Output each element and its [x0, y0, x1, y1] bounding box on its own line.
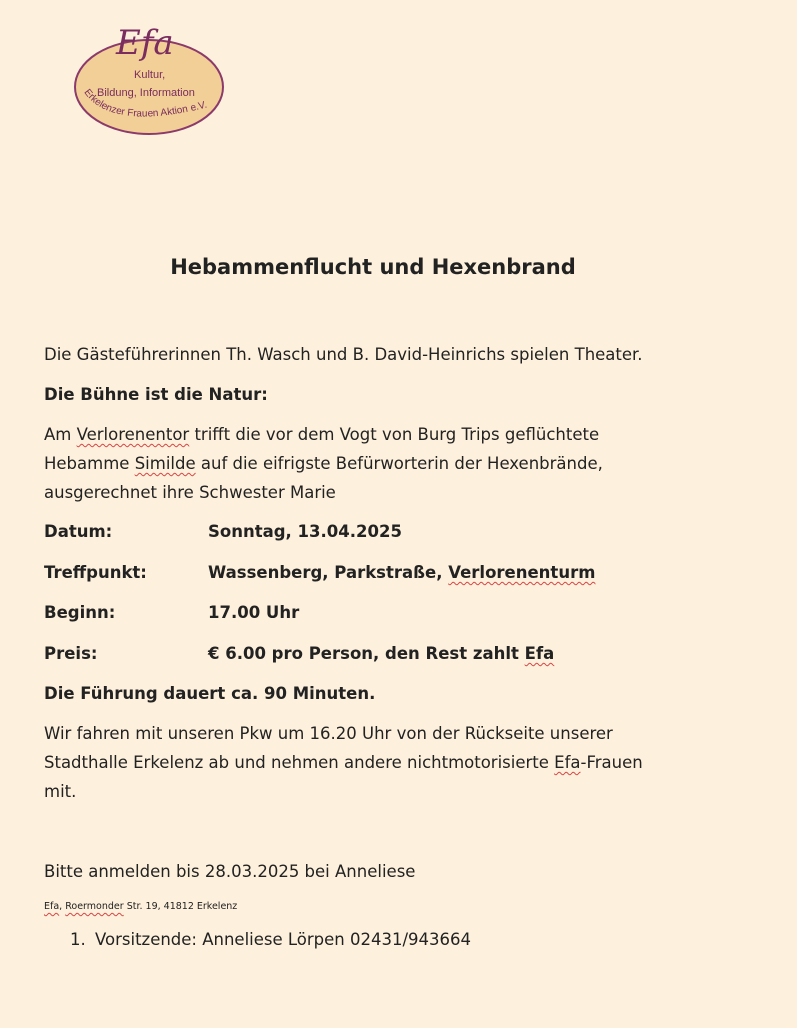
travel-efa: Efa: [554, 753, 581, 772]
document-title: Hebammenflucht und Hexenbrand: [170, 255, 576, 279]
intro-text: Die Gästeführerinnen Th. Wasch und B. David-Heinrichs spielen Theater.: [44, 345, 643, 364]
logo-line1: Kultur,: [134, 69, 166, 81]
meeting-point-label: Treffpunkt:: [44, 563, 147, 582]
travel-line-3: mit.: [44, 782, 77, 801]
story-text: Am: [44, 425, 77, 444]
date-label: Datum:: [44, 522, 113, 541]
start-value: 17.00 Uhr: [208, 603, 300, 622]
story-place: Verlorenentor: [76, 425, 190, 444]
story-text: Hebamme: [44, 454, 135, 473]
story-name: Similde: [134, 454, 196, 473]
efa-logo: [72, 12, 227, 137]
story-line-3: ausgerechnet ihre Schwester Marie: [44, 483, 336, 502]
logo-curved-text: Erkelenzer Frauen Aktion e.V.: [81, 87, 209, 120]
travel-line-1: Wir fahren mit unseren Pkw um 16.20 Uhr von der Rückseite unserer: [44, 724, 613, 743]
list-number: 1.: [70, 930, 86, 949]
registration-text: Bitte anmelden bis 28.03.2025 bei Anneliese: [44, 862, 416, 881]
story-text: auf die eifrigste Befürworterin der Hexenbrände,: [195, 454, 603, 473]
contact-list-item: [70, 930, 471, 949]
contact-text: Vorsitzende: Anneliese Lörpen 02431/943664: [95, 930, 472, 949]
logo-line2: Bildung, Information: [97, 87, 195, 99]
travel-text: Stadthalle Erkelenz ab und nehmen andere nichtmotorisierte: [44, 753, 555, 772]
address-street: Roermonder: [65, 901, 124, 912]
travel-text: -Frauen: [580, 753, 643, 772]
address-line: [44, 901, 237, 912]
story-line-2: [44, 449, 603, 478]
start-label: Beginn:: [44, 603, 116, 622]
story-line-1: [44, 420, 599, 449]
price-text: € 6.00 pro Person, den Rest zahlt: [208, 644, 525, 663]
price-value: [208, 644, 554, 663]
date-value: Sonntag, 13.04.2025: [208, 522, 402, 541]
duration-text: Die Führung dauert ca. 90 Minuten.: [44, 684, 376, 703]
stage-heading: Die Bühne ist die Natur:: [44, 385, 268, 404]
address-sep: ,: [59, 901, 66, 912]
story-text: trifft die vor dem Vogt von Burg Trips geflüchtete: [189, 425, 600, 444]
travel-line-2: [44, 748, 643, 777]
meeting-point-tower: Verlorenenturm: [448, 563, 596, 582]
meeting-point-value: [208, 563, 595, 582]
price-efa: Efa: [524, 644, 555, 663]
logo-name: Efa: [116, 23, 174, 63]
meeting-point-text: Wassenberg, Parkstraße,: [208, 563, 449, 582]
price-label: Preis:: [44, 644, 98, 663]
address-org: Efa: [44, 901, 60, 912]
address-rest: Str. 19, 41812 Erkelenz: [123, 901, 238, 912]
